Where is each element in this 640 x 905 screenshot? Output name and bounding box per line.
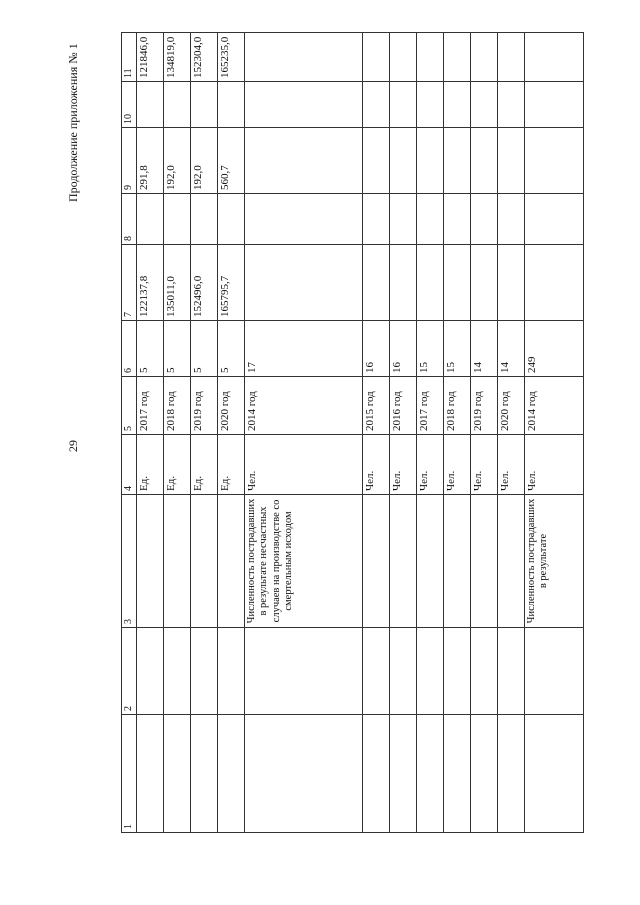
col8-cell — [497, 194, 524, 245]
column-number: 3 — [122, 495, 137, 628]
column-number: 8 — [122, 194, 137, 245]
unit-cell: Ед. — [163, 435, 190, 495]
row-number-cell — [163, 715, 190, 833]
value-cell: 17 — [244, 321, 362, 377]
value-cell: 15 — [443, 321, 470, 377]
column-number-row — [122, 33, 137, 833]
unit-cell: Чел. — [416, 435, 443, 495]
col11-cell — [244, 33, 362, 82]
col11-cell: 121846,0 — [136, 33, 163, 82]
col11-cell: 152304,0 — [190, 33, 217, 82]
indicator-name-cell — [497, 495, 524, 628]
unit-cell: Чел. — [524, 435, 583, 495]
total-cell — [416, 245, 443, 321]
table-container — [121, 33, 550, 833]
table-row — [190, 33, 217, 833]
value-cell: 15 — [416, 321, 443, 377]
unit-cell: Чел. — [497, 435, 524, 495]
table-row — [163, 33, 190, 833]
indicator-name-cell — [443, 495, 470, 628]
col2-cell — [136, 628, 163, 715]
col11-cell — [362, 33, 389, 82]
col8-cell — [389, 194, 416, 245]
page-number: 29 — [66, 440, 80, 452]
col10-cell — [524, 82, 583, 128]
column-number: 1 — [122, 715, 137, 833]
year-cell: 2019 год — [190, 377, 217, 435]
table-row — [136, 33, 163, 833]
col9-cell — [244, 128, 362, 194]
col9-cell — [416, 128, 443, 194]
table-row — [244, 33, 362, 833]
year-cell: 2015 год — [362, 377, 389, 435]
column-number: 2 — [122, 628, 137, 715]
value-cell: 16 — [362, 321, 389, 377]
col2-cell — [416, 628, 443, 715]
col2-cell — [190, 628, 217, 715]
value-cell: 249 — [524, 321, 583, 377]
year-cell: 2017 год — [136, 377, 163, 435]
col9-cell: 192,0 — [163, 128, 190, 194]
unit-cell: Ед. — [136, 435, 163, 495]
row-number-cell — [136, 715, 163, 833]
col8-cell — [244, 194, 362, 245]
col9-cell: 192,0 — [190, 128, 217, 194]
unit-cell: Чел. — [362, 435, 389, 495]
row-number-cell — [389, 715, 416, 833]
unit-cell: Чел. — [389, 435, 416, 495]
value-cell: 14 — [470, 321, 497, 377]
row-number-cell — [244, 715, 362, 833]
total-cell: 135011,0 — [163, 245, 190, 321]
col9-cell — [389, 128, 416, 194]
row-number-cell — [524, 715, 583, 833]
col8-cell — [190, 194, 217, 245]
col8-cell — [416, 194, 443, 245]
col10-cell — [362, 82, 389, 128]
col8-cell — [136, 194, 163, 245]
indicator-name-cell — [190, 495, 217, 628]
total-cell — [497, 245, 524, 321]
table-row — [217, 33, 244, 833]
indicator-name-cell: Численность пострадавших в результате — [524, 495, 583, 628]
total-cell — [389, 245, 416, 321]
col8-cell — [524, 194, 583, 245]
col2-cell — [443, 628, 470, 715]
total-cell — [244, 245, 362, 321]
col10-cell — [389, 82, 416, 128]
col11-cell — [524, 33, 583, 82]
indicator-name-cell — [470, 495, 497, 628]
col9-cell — [524, 128, 583, 194]
total-cell — [470, 245, 497, 321]
col10-cell — [217, 82, 244, 128]
col10-cell — [163, 82, 190, 128]
table-body — [122, 33, 584, 833]
year-cell: 2020 год — [217, 377, 244, 435]
col2-cell — [163, 628, 190, 715]
col10-cell — [136, 82, 163, 128]
col11-cell: 134819,0 — [163, 33, 190, 82]
year-cell: 2014 год — [524, 377, 583, 435]
table-row — [470, 33, 497, 833]
col10-cell — [190, 82, 217, 128]
col11-cell — [497, 33, 524, 82]
column-number: 9 — [122, 128, 137, 194]
column-number: 5 — [122, 377, 137, 435]
value-cell: 14 — [497, 321, 524, 377]
unit-cell: Ед. — [190, 435, 217, 495]
col9-cell — [362, 128, 389, 194]
row-number-cell — [362, 715, 389, 833]
row-number-cell — [470, 715, 497, 833]
col2-cell — [244, 628, 362, 715]
row-number-cell — [443, 715, 470, 833]
col10-cell — [416, 82, 443, 128]
total-cell — [524, 245, 583, 321]
indicator-name-cell — [136, 495, 163, 628]
value-cell: 5 — [136, 321, 163, 377]
col9-cell: 291,8 — [136, 128, 163, 194]
indicator-name-cell: Численность пострадавших в результате несчастных случаев на производстве со смертельным исходом — [244, 495, 362, 628]
unit-cell: Чел. — [443, 435, 470, 495]
value-cell: 5 — [163, 321, 190, 377]
col9-cell — [470, 128, 497, 194]
row-number-cell — [217, 715, 244, 833]
year-cell: 2016 год — [389, 377, 416, 435]
col8-cell — [163, 194, 190, 245]
table-row — [524, 33, 583, 833]
col10-cell — [443, 82, 470, 128]
total-cell — [362, 245, 389, 321]
row-number-cell — [497, 715, 524, 833]
col2-cell — [389, 628, 416, 715]
indicator-name-cell — [389, 495, 416, 628]
col2-cell — [217, 628, 244, 715]
total-cell: 122137,8 — [136, 245, 163, 321]
col11-cell — [416, 33, 443, 82]
year-cell: 2017 год — [416, 377, 443, 435]
value-cell: 5 — [217, 321, 244, 377]
col2-cell — [470, 628, 497, 715]
unit-cell: Чел. — [244, 435, 362, 495]
unit-cell: Ед. — [217, 435, 244, 495]
value-cell: 16 — [389, 321, 416, 377]
indicator-name-cell — [163, 495, 190, 628]
col11-cell: 165235,0 — [217, 33, 244, 82]
total-cell — [443, 245, 470, 321]
col8-cell — [362, 194, 389, 245]
col2-cell — [524, 628, 583, 715]
table-row — [497, 33, 524, 833]
col9-cell: 560,7 — [217, 128, 244, 194]
col11-cell — [443, 33, 470, 82]
data-table — [121, 32, 584, 833]
col8-cell — [443, 194, 470, 245]
table-row — [416, 33, 443, 833]
col8-cell — [470, 194, 497, 245]
column-number: 7 — [122, 245, 137, 321]
table-row — [362, 33, 389, 833]
row-number-cell — [416, 715, 443, 833]
col11-cell — [389, 33, 416, 82]
year-cell: 2014 год — [244, 377, 362, 435]
table-row — [389, 33, 416, 833]
year-cell: 2020 год — [497, 377, 524, 435]
year-cell: 2018 год — [163, 377, 190, 435]
value-cell: 5 — [190, 321, 217, 377]
col10-cell — [244, 82, 362, 128]
col9-cell — [443, 128, 470, 194]
indicator-name-cell — [416, 495, 443, 628]
indicator-name-cell — [362, 495, 389, 628]
col2-cell — [362, 628, 389, 715]
column-number: 4 — [122, 435, 137, 495]
indicator-name-cell — [217, 495, 244, 628]
col10-cell — [470, 82, 497, 128]
column-number: 10 — [122, 82, 137, 128]
year-cell: 2018 год — [443, 377, 470, 435]
total-cell: 165795,7 — [217, 245, 244, 321]
unit-cell: Чел. — [470, 435, 497, 495]
column-number: 11 — [122, 33, 137, 82]
appendix-continuation-note: Продолжение приложения № 1 — [66, 43, 80, 202]
col8-cell — [217, 194, 244, 245]
column-number: 6 — [122, 321, 137, 377]
col10-cell — [497, 82, 524, 128]
col2-cell — [497, 628, 524, 715]
row-number-cell — [190, 715, 217, 833]
col11-cell — [470, 33, 497, 82]
rotated-table-frame — [121, 33, 550, 833]
col9-cell — [497, 128, 524, 194]
table-row — [443, 33, 470, 833]
total-cell: 152496,0 — [190, 245, 217, 321]
year-cell: 2019 год — [470, 377, 497, 435]
